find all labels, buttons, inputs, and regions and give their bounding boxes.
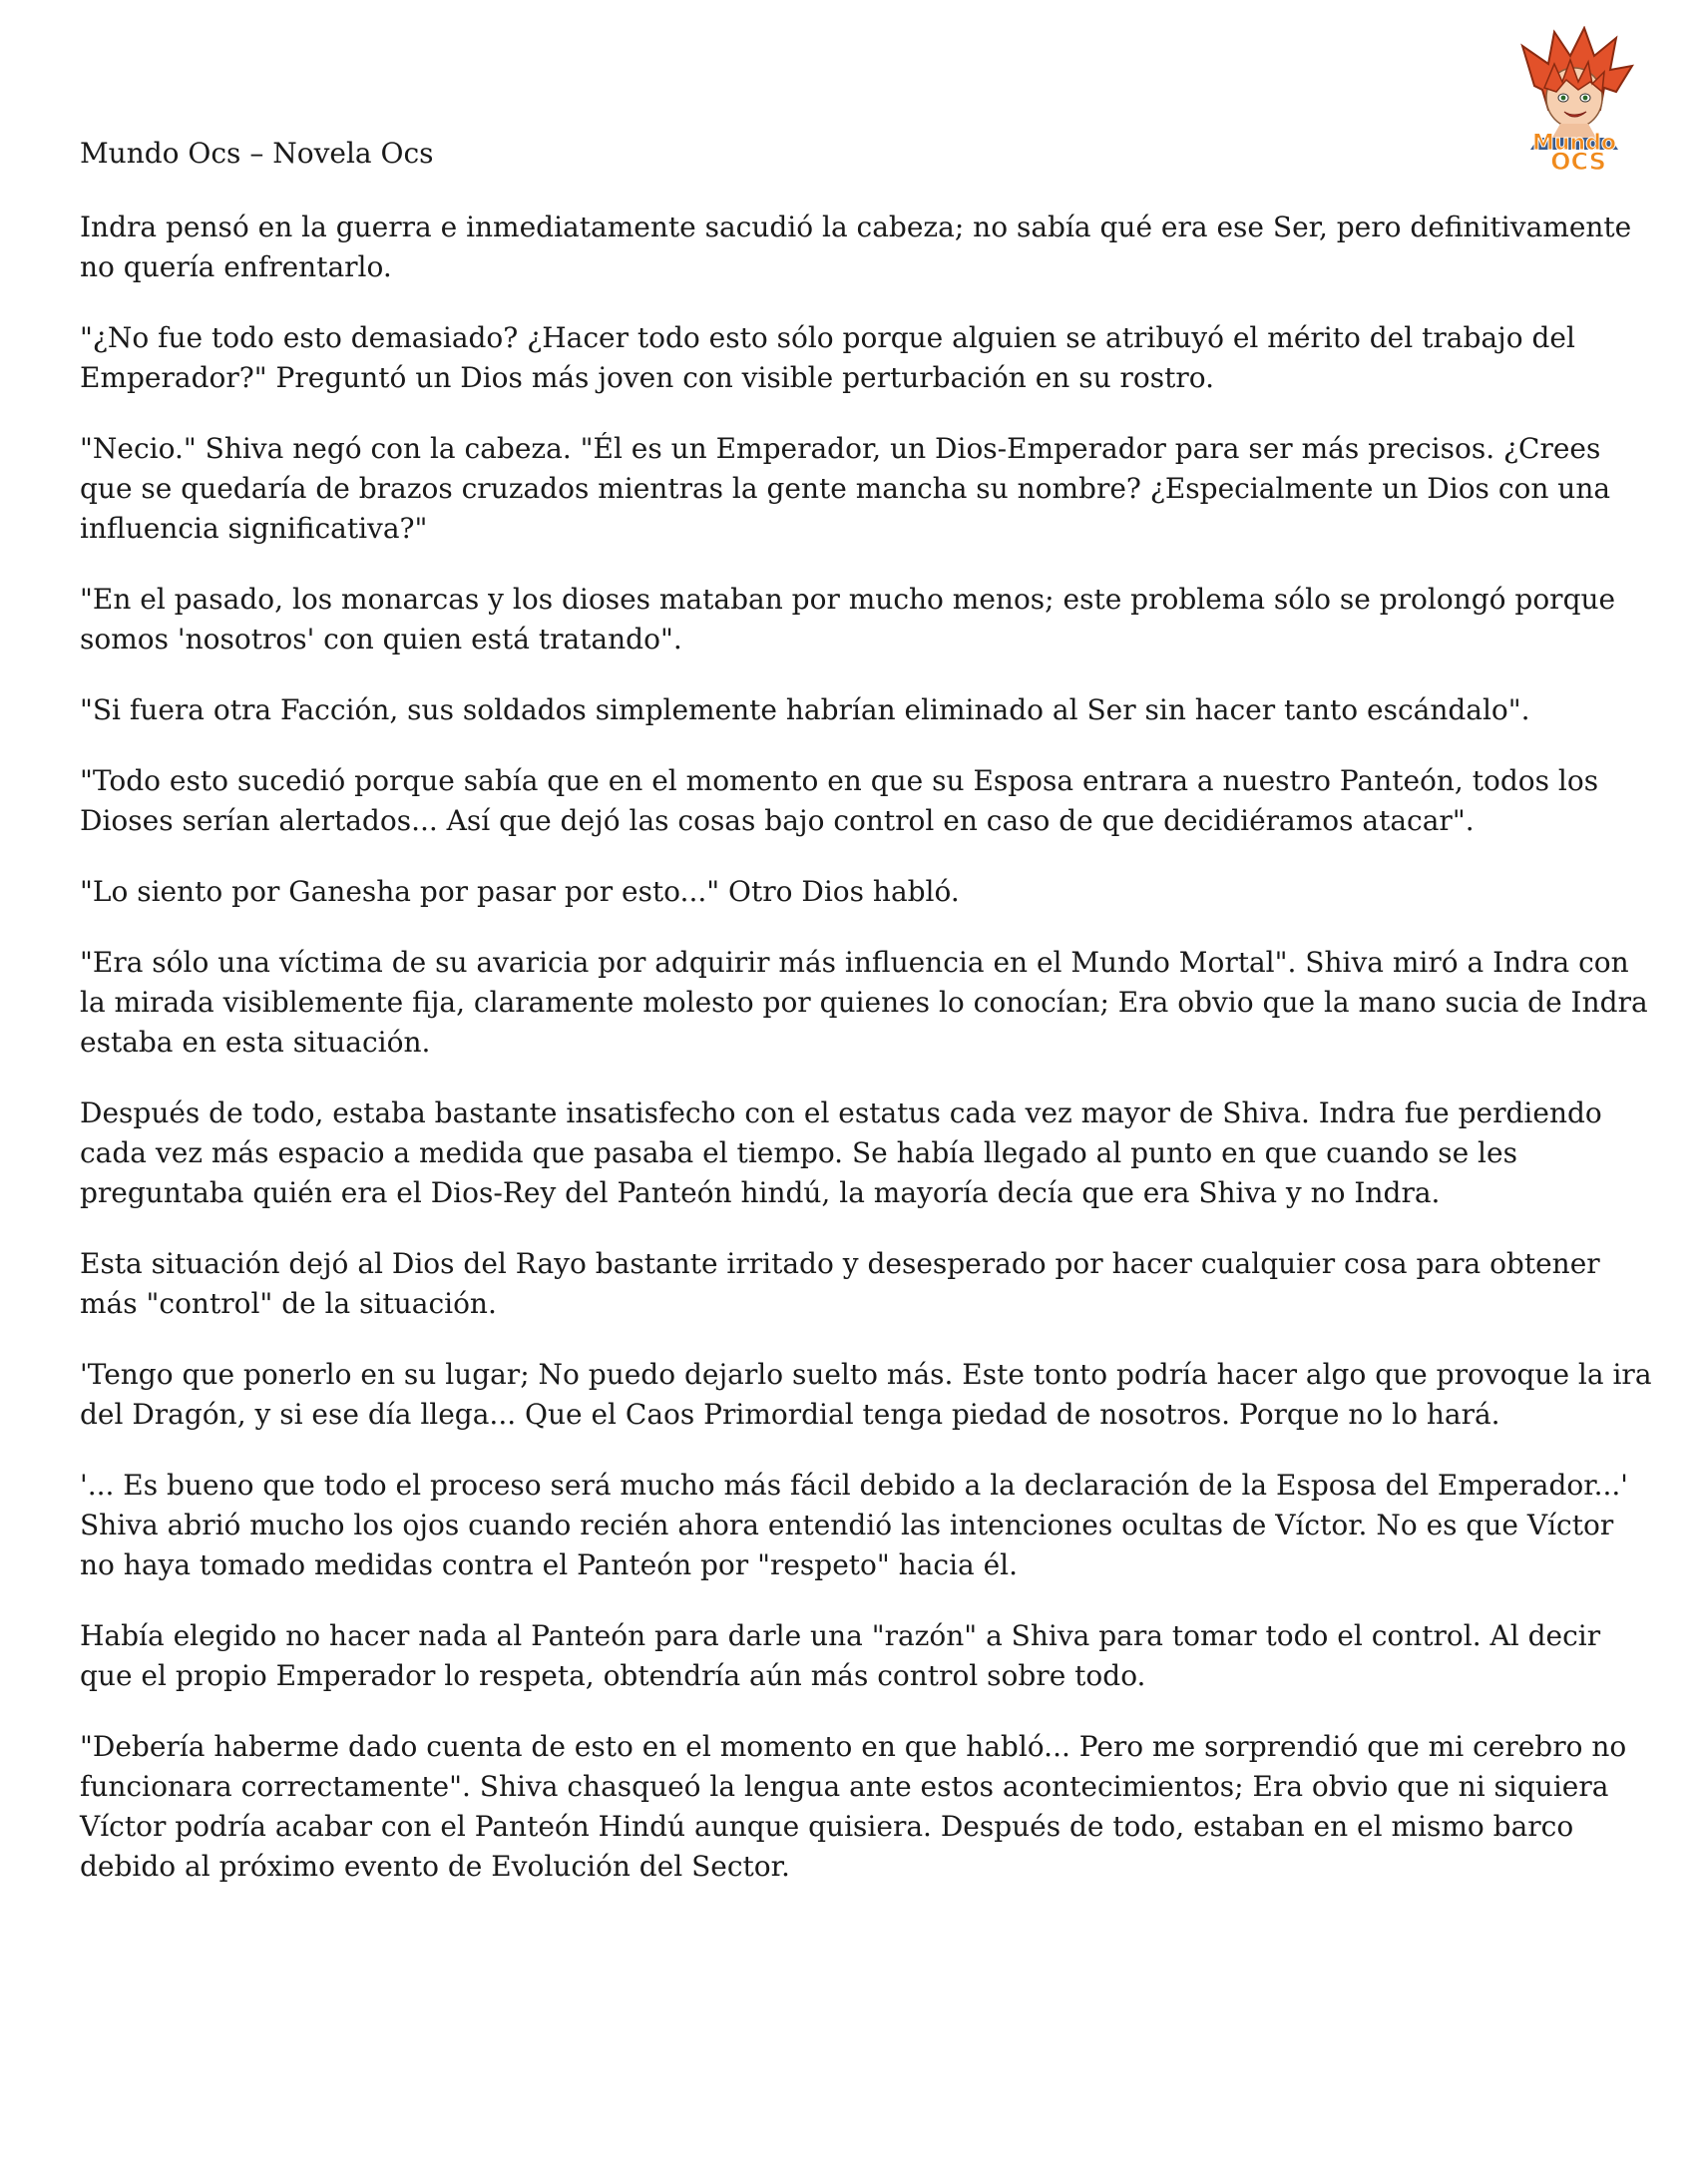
paragraph: "Si fuera otra Facción, sus soldados simplemente habrían eliminado al Ser sin hacer tanto escándalo". bbox=[80, 693, 1530, 726]
paragraph: "Debería haberme dado cuenta de esto en el momento en que habló... Pero me sorprendió que mi cerebro no funcionara correctamente". Shiva chasqueó la lengua ante estos acontecimientos; Era obvio que ni siquiera Víctor podría acabar con el Panteón Hindú aunque quisiera. Después de todo, estaban en el mismo barco debido al próximo evento de Evolución del Sector. bbox=[80, 1730, 1627, 1883]
logo-word-mundo: Mundo bbox=[1531, 131, 1617, 156]
paragraph: Después de todo, estaba bastante insatisfecho con el estatus cada vez mayor de Shiva. Indra fue perdiendo cada vez más espacio a medida que pasaba el tiempo. Se había llegado al punto en que cuando se les preguntaba quién era el Dios-Rey del Panteón hindú, la mayoría decía que era Shiva y no Indra. bbox=[80, 1096, 1602, 1209]
document-body bbox=[80, 208, 1656, 1918]
paragraph: "Necio." Shiva negó con la cabeza. "Él es un Emperador, un Dios-Emperador para ser más precisos. ¿Crees que se quedaría de brazos cruzados mientras la gente mancha su nombre? ¿Especialmente un Dios con una influencia significativa?" bbox=[80, 432, 1611, 545]
document-header: Mundo Ocs – Novela Ocs bbox=[80, 137, 434, 170]
paragraph: '... Es bueno que todo el proceso será mucho más fácil debido a la declaración de la Esposa del Emperador...' Shiva abrió mucho los ojos cuando recién ahora entendió las intenciones ocultas de Víctor. No es que Víctor no haya tomado medidas contra el Panteón por "respeto" hacia él. bbox=[80, 1469, 1628, 1581]
paragraph: Indra pensó en la guerra e inmediatamente sacudió la cabeza; no sabía qué era ese Ser, pero definitivamente no quería enfrentarlo. bbox=[80, 211, 1632, 283]
mundo-ocs-logo bbox=[1504, 26, 1644, 172]
paragraph: "¿No fue todo esto demasiado? ¿Hacer todo esto sólo porque alguien se atribuyó el mérito del trabajo del Emperador?" Preguntó un Dios más joven con visible perturbación en su rostro. bbox=[80, 321, 1575, 394]
paragraph: Había elegido no hacer nada al Panteón para darle una "razón" a Shiva para tomar todo el control. Al decir que el propio Emperador lo respeta, obtendría aún más control sobre todo. bbox=[80, 1619, 1601, 1692]
paragraph: "En el pasado, los monarcas y los dioses mataban por mucho menos; este problema sólo se prolongó porque somos 'nosotros' con quien está tratando". bbox=[80, 583, 1616, 655]
logo-word-ocs: OCS bbox=[1550, 148, 1606, 172]
paragraph: "Todo esto sucedió porque sabía que en el momento en que su Esposa entrara a nuestro Panteón, todos los Dioses serían alertados... Así que dejó las cosas bajo control en caso de que decidiéramos atacar". bbox=[80, 764, 1599, 837]
paragraph: 'Tengo que ponerlo en su lugar; No puedo dejarlo suelto más. Este tonto podría hacer algo que provoque la ira del Dragón, y si ese día llega... Que el Caos Primordial tenga piedad de nosotros. Porque no lo hará. bbox=[80, 1358, 1652, 1431]
paragraph: "Era sólo una víctima de su avaricia por adquirir más influencia en el Mundo Mortal". Shiva miró a Indra con la mirada visiblemente fija, claramente molesto por quienes lo conocían; Era obvio que la mano sucia de Indra estaba en esta situación. bbox=[80, 946, 1648, 1059]
paragraph: Esta situación dejó al Dios del Rayo bastante irritado y desesperado por hacer cualquier cosa para obtener más "control" de la situación. bbox=[80, 1247, 1600, 1320]
paragraph: "Lo siento por Ganesha por pasar por esto..." Otro Dios habló. bbox=[80, 875, 960, 908]
